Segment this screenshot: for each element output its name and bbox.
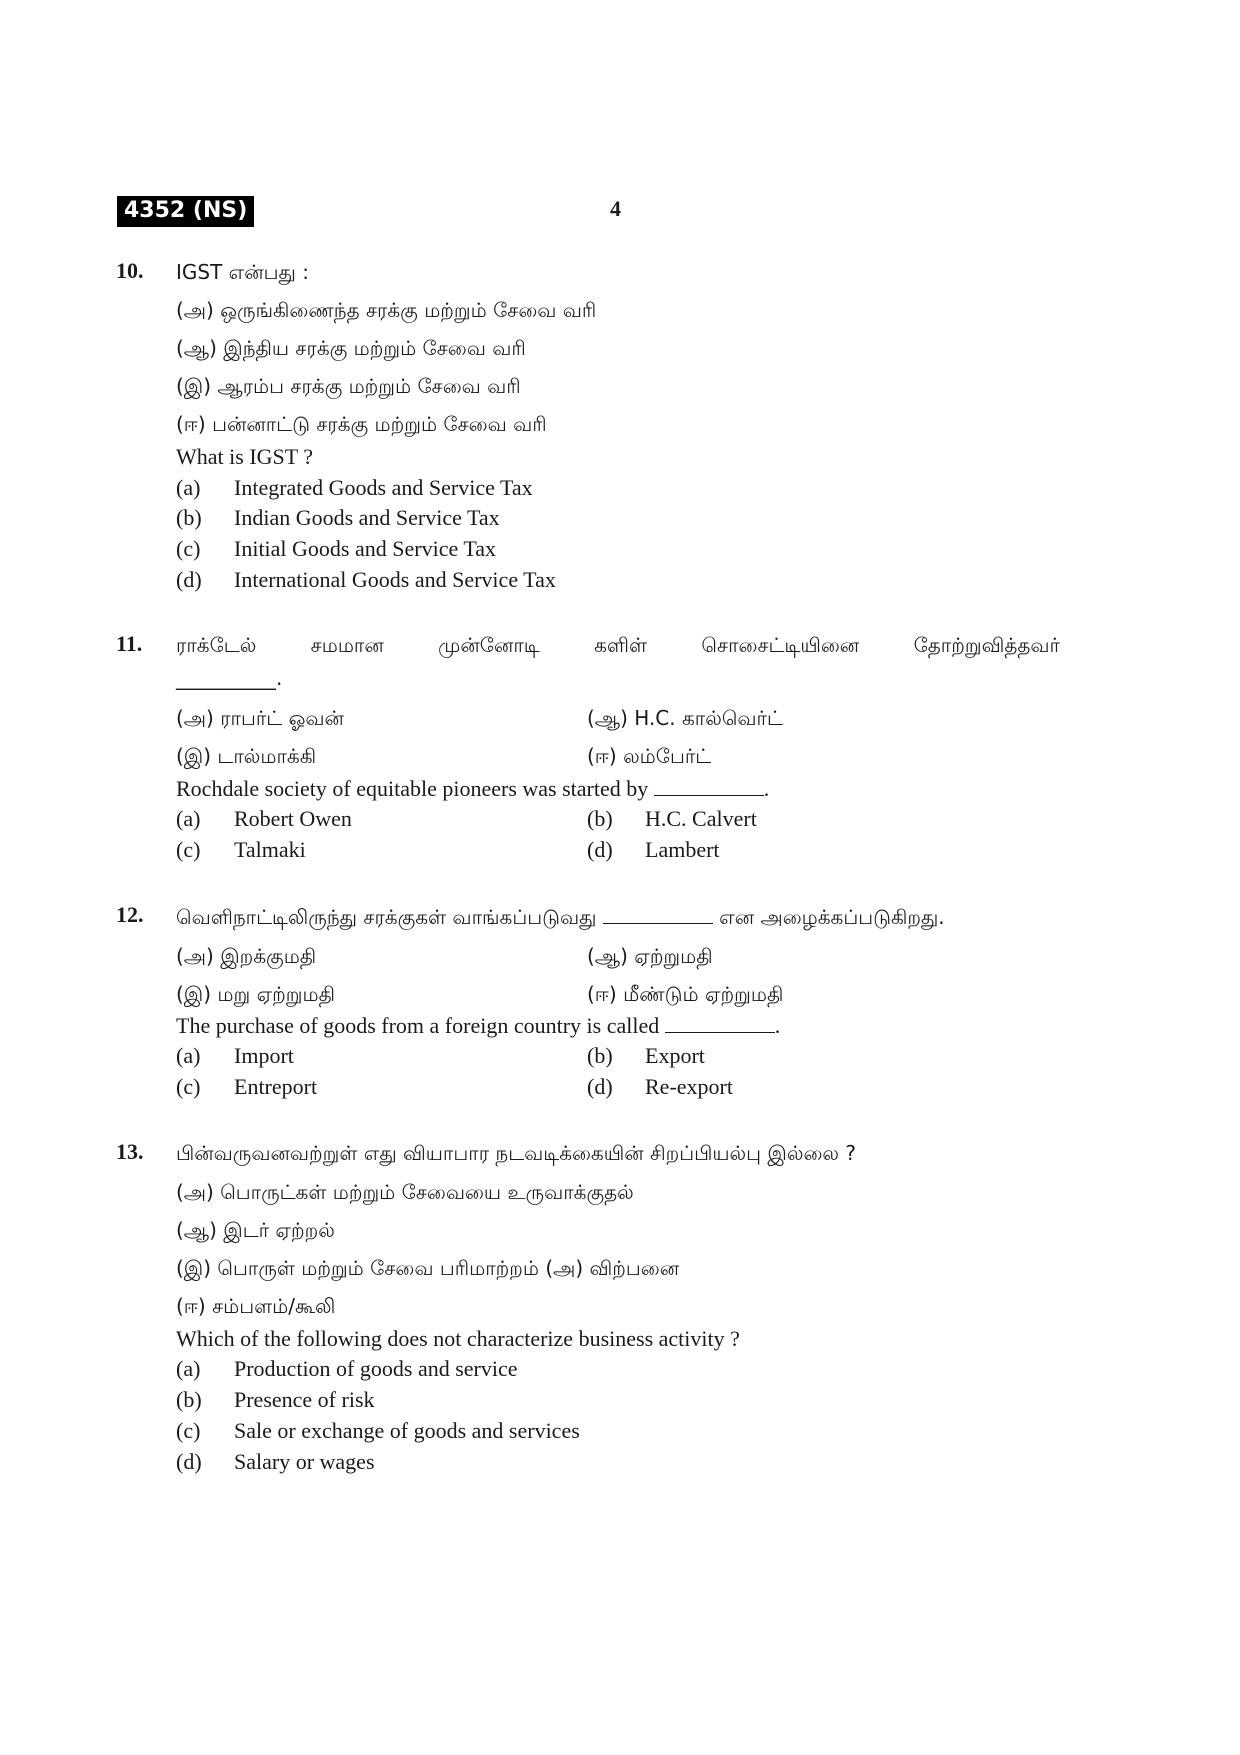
answer-blank	[603, 905, 713, 924]
option-tamil: (அ) இறக்குமதி	[176, 944, 317, 968]
question-text-tamil: வெளிநாட்டிலிருந்து சரக்குகள் வாங்கப்படுவது என அழைக்கப்படுகிறது.	[176, 905, 945, 929]
option-a: (a) Import	[176, 1043, 294, 1068]
option-d: (d) Lambert	[587, 837, 720, 862]
option-tamil: (ஈ) சம்பளம்/கூலி	[176, 1294, 336, 1318]
option-a: (a) Robert Owen	[176, 806, 352, 831]
option-c: (c) Entreport	[176, 1074, 318, 1099]
option-d: (d) Re-export	[587, 1074, 733, 1099]
question-text-english: What is IGST ?	[176, 444, 314, 469]
question-number: 10.	[116, 258, 144, 283]
option-b: (b) Presence of risk	[176, 1387, 375, 1412]
answer-blank	[654, 777, 764, 796]
option-tamil: (ஆ) ஏற்றுமதி	[587, 944, 713, 968]
paper-code-badge: 4352 (NS)	[117, 196, 254, 227]
option-tamil: (ஈ) பன்னாட்டு சரக்கு மற்றும் சேவை வரி	[176, 412, 547, 436]
option-d: (d) International Goods and Service Tax	[176, 567, 556, 592]
option-d: (d) Salary or wages	[176, 1449, 375, 1474]
question-text-english: The purchase of goods from a foreign country is called .	[176, 1013, 781, 1038]
option-tamil: (இ) மறு ஏற்றுமதி	[176, 982, 335, 1006]
question-text-tamil: ராக்டேல் சமமான முன்னோடி களிள் சொசைட்டியினை தோற்றுவித்தவர்	[176, 633, 1060, 657]
option-tamil: (அ) ஒருங்கிணைந்த சரக்கு மற்றும் சேவை வரி	[176, 298, 597, 322]
question-text-tamil: IGST என்பது :	[176, 260, 309, 284]
option-tamil: (இ) டால்மாக்கி	[176, 744, 317, 768]
option-a: (a) Production of goods and service	[176, 1356, 518, 1381]
option-tamil: (ஆ) இந்திய சரக்கு மற்றும் சேவை வரி	[176, 336, 526, 360]
option-c: (c) Talmaki	[176, 837, 306, 862]
option-tamil: (ஈ) லம்பேர்ட்	[587, 744, 712, 768]
option-tamil: (அ) பொருட்கள் மற்றும் சேவையை உருவாக்குதல்	[176, 1180, 634, 1204]
option-tamil: (இ) ஆரம்ப சரக்கு மற்றும் சேவை வரி	[176, 374, 521, 398]
option-a: (a) Integrated Goods and Service Tax	[176, 475, 533, 500]
option-c: (c) Initial Goods and Service Tax	[176, 536, 496, 561]
option-b: (b) H.C. Calvert	[587, 806, 757, 831]
option-tamil: (ஆ) H.C. கால்வெர்ட்	[587, 706, 783, 730]
answer-blank	[665, 1014, 775, 1033]
option-tamil: (ஆ) இடர் ஏற்றல்	[176, 1218, 335, 1242]
question-text-english: Rochdale society of equitable pioneers was started by .	[176, 776, 770, 801]
option-c: (c) Sale or exchange of goods and services	[176, 1418, 580, 1443]
question-text-english: Which of the following does not characterize business activity ?	[176, 1326, 740, 1351]
question-text-tamil: பின்வருவனவற்றுள் எது வியாபார நடவடிக்கையின் சிறப்பியல்பு இல்லை ?	[176, 1141, 856, 1165]
page-number: 4	[610, 196, 621, 221]
answer-blank: __________.	[176, 666, 283, 690]
option-tamil: (ஈ) மீண்டும் ஏற்றுமதி	[587, 982, 784, 1006]
option-tamil: (அ) ராபர்ட் ஓவன்	[176, 706, 344, 730]
question-number: 13.	[116, 1139, 144, 1164]
question-number: 12.	[116, 902, 144, 927]
question-number: 11.	[116, 631, 143, 656]
option-b: (b) Export	[587, 1043, 705, 1068]
option-tamil: (இ) பொருள் மற்றும் சேவை பரிமாற்றம் (அ) விற்பனை	[176, 1256, 680, 1280]
option-b: (b) Indian Goods and Service Tax	[176, 505, 500, 530]
